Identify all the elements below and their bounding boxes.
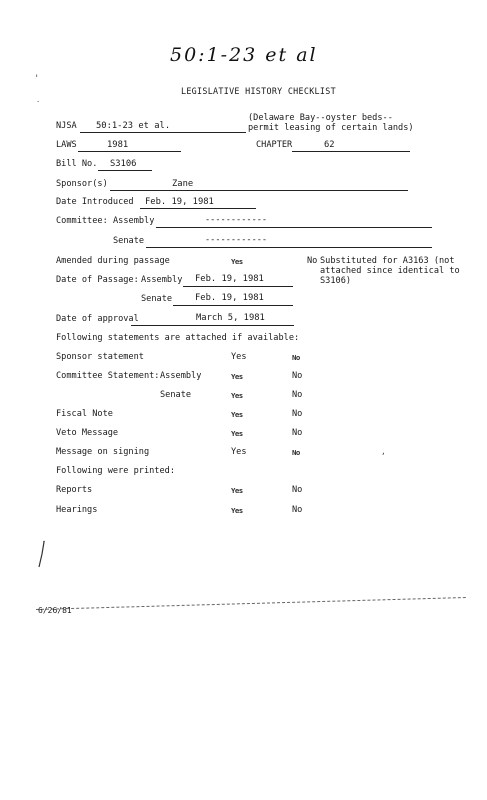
amended-note: Substituted for A3163 (not attached since identical to S3106) — [320, 256, 460, 286]
signing-message-yes: Yes — [231, 447, 247, 457]
committee-statement-assembly-label: Assembly — [160, 371, 202, 381]
committee-statement-label: Committee Statement: — [56, 371, 160, 381]
passage-senate-value: Feb. 19, 1981 — [195, 293, 264, 303]
amended-label: Amended during passage — [56, 256, 170, 266]
passage-assembly-value: Feb. 19, 1981 — [195, 274, 264, 284]
passage-assembly-label: Assembly — [141, 275, 183, 285]
committee-label: Committee: — [56, 216, 108, 226]
bill-label: Bill No. — [56, 159, 98, 169]
laws-label: LAWS — [56, 140, 77, 150]
passage-label: Date of Passage: — [56, 275, 139, 285]
fiscal-note-yes-crossed: Yes — [231, 410, 243, 419]
laws-line — [78, 141, 181, 152]
chapter-value: 62 — [324, 140, 335, 150]
committee-assembly-value: ------------ — [205, 215, 268, 225]
amended-yes-crossed: Yes — [231, 257, 243, 266]
veto-message-no: No — [292, 428, 303, 438]
sponsor-statement-no-crossed: No — [292, 353, 300, 362]
committee-senate-line — [146, 237, 432, 248]
sponsor-label: Sponsor(s) — [56, 179, 108, 189]
date-introduced-label: Date Introduced — [56, 197, 134, 207]
sponsor-statement-yes: Yes — [231, 352, 247, 362]
committee-senate-label: Senate — [113, 236, 145, 246]
printed-heading: Following were printed: — [56, 466, 175, 476]
committee-senate-value: ------------ — [205, 235, 268, 245]
approval-value: March 5, 1981 — [196, 313, 265, 323]
footer-dashed-line — [36, 597, 466, 610]
committee-senate-no: No — [292, 390, 303, 400]
fiscal-note-no: No — [292, 409, 303, 419]
hearings-yes-crossed: Yes — [231, 506, 243, 515]
committee-statement-senate-label: Senate — [160, 390, 192, 400]
njsa-description: (Delaware Bay--oyster beds--permit leasing of certain lands) — [248, 113, 414, 133]
margin-mark: ' — [34, 74, 40, 84]
attached-heading: Following statements are attached if available: — [56, 333, 300, 343]
margin-stroke — [36, 540, 48, 570]
approval-label: Date of approval — [56, 314, 139, 324]
committee-assembly-line — [156, 217, 432, 228]
veto-message-yes-crossed: Yes — [231, 429, 243, 438]
chapter-line — [292, 141, 410, 152]
footer-date: 6/26/81 — [38, 606, 72, 615]
reports-no: No — [292, 485, 303, 495]
stray-mark: , — [381, 447, 386, 456]
sponsor-line — [110, 180, 408, 191]
committee-senate-yes-crossed: Yes — [231, 391, 243, 400]
fiscal-note-label: Fiscal Note — [56, 409, 113, 419]
committee-assembly-yes-crossed: Yes — [231, 372, 243, 381]
laws-value: 1981 — [107, 140, 129, 150]
njsa-label: NJSA — [56, 121, 77, 131]
sponsor-value: Zane — [172, 179, 194, 189]
margin-mark: . — [36, 96, 41, 104]
amended-no: No — [307, 256, 318, 266]
hearings-no: No — [292, 505, 303, 515]
page-title: LEGISLATIVE HISTORY CHECKLIST — [181, 86, 336, 96]
committee-assembly-no: No — [292, 371, 303, 381]
signing-message-no-crossed: No — [292, 448, 300, 457]
chapter-label: CHAPTER — [256, 140, 293, 150]
hearings-label: Hearings — [56, 505, 98, 515]
njsa-value: 50:1-23 et al. — [96, 121, 171, 131]
reports-label: Reports — [56, 485, 93, 495]
committee-assembly-label: Assembly — [113, 216, 155, 226]
passage-senate-label: Senate — [141, 294, 173, 304]
handwritten-header: 50:1-23 et al — [170, 44, 318, 66]
veto-message-label: Veto Message — [56, 428, 119, 438]
date-introduced-value: Feb. 19, 1981 — [145, 197, 214, 207]
sponsor-statement-label: Sponsor statement — [56, 352, 144, 362]
signing-message-label: Message on signing — [56, 447, 150, 457]
reports-yes-crossed: Yes — [231, 486, 243, 495]
bill-value: S3106 — [110, 159, 137, 169]
